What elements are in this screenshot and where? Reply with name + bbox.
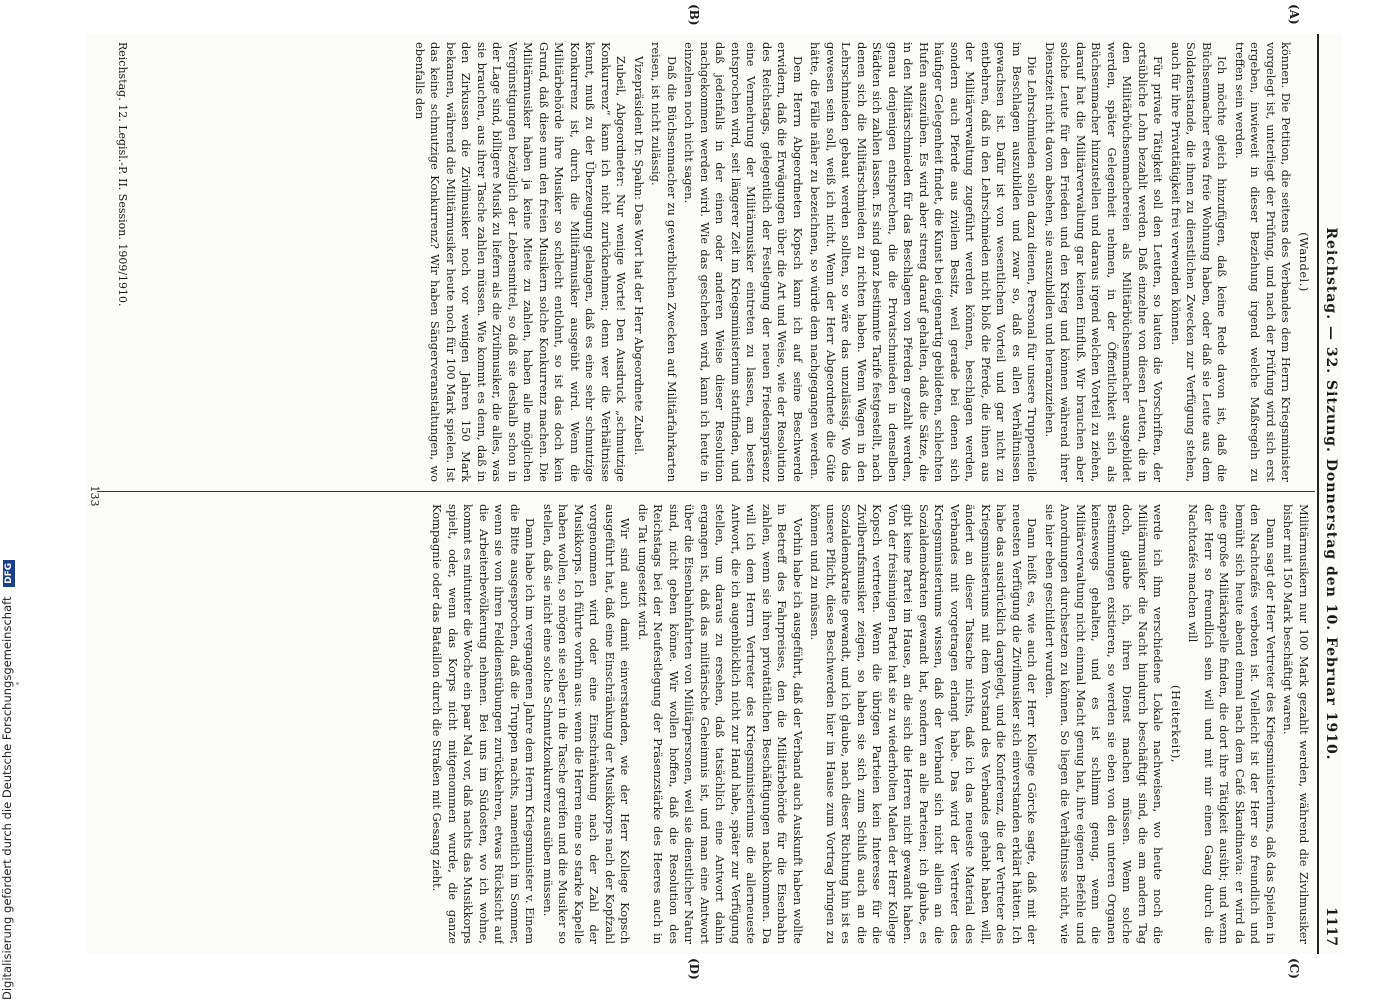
speaker-tag: (Wandel.) — [1297, 232, 1311, 292]
right-column — [106, 504, 1311, 944]
scan-dot — [16, 682, 19, 685]
margin-letter-a: (A) — [1287, 4, 1301, 25]
speech-paragraph: Zubeil, Abgeordneter: Nur wenige Worte! Den Ausdruck „schmutzige Konkurrenz“ kann ich nicht zurücknehmen; denn wer die Verhältnisse kennt, muß zu der Überzeugung gelangen, daß es eine sehr schmutzige Konkurrenz ist, durch die Militärmusiker ausgeübt wird. Wenn die Militärbehörde ihre Musiker so schlecht entlohnt, so ist das doch kein Grund, daß diese nun den freien Musikern solche Konkurrenz machen. Die Militärmusiker haben ja keine Miete zu zahlen, haben alle möglichen Vergünstigungen bezüglich der Lebensmittel, so daß sie deshalb schon in der Lage sind, billigere Musik zu liefern als die Zivilmusiker, die alles, was sie brauchen, aus ihrer Tasche zahlen müssen. Wie kommt es denn, daß in den Zirkussen die Zivilmusiker noch vor wenigen Jahren 150 Mark bekamen, während die Militärmusiker heute noch für 100 Mark spielen. Ist das keine schmutzige Konkurrenz? Wir haben Sängerveranstaltungen, wo ebenfalls den — [413, 42, 629, 482]
paragraph: Daß die Büchsenmacher zu gewerblichen Zwecken auf Militärfahrkarten reisen, ist nicht zulässig. — [649, 42, 679, 482]
vice-president-line: Vizepräsident Dr. Spahn: Das Wort hat der Herr Abgeordnete Zubeil. — [632, 56, 646, 456]
paragraph: Dem Herrn Abgeordneten Kopsch kann ich auf seine Beschwerde erwidern, daß die Erwägungen über die Art und Weise, wie der Resolution des Reichstags, gelegentlich der Festlegung der neuen Friedenspräsenz eine Vermehrung der Militärmusiker eintreten zu lassen, am besten entsprochen wird, seit längerer Zeit im Kriegsministerium stattfinden, und daß jedenfalls in der einen oder anderen Weise dieser Resolution nachgekommen werden wird. Wie das geschehen wird, kann ich heute in einzelnen noch nicht sagen. — [682, 42, 805, 482]
paragraph: Dann sagt der Herr Vertreter des Kriegsministeriums, daß das Spielen in den Nachtcafés verboten ist. Vielleicht ist der Herr so freundlich und bemüht sich heute abend einmal nach dem Café Skandinavia: er wird da eine große Militärkapelle finden, die dort ihre Tätigkeit ausübt; und wenn der Herr so freundlich sein will und mit mir einen Gang durch die Nachtcafés machen will — [1186, 504, 1278, 944]
margin-letter-d: (D) — [687, 958, 701, 980]
dfg-credit — [0, 0, 18, 1000]
margin-letter-b: (B) — [687, 4, 701, 26]
page-footer-number: 133 — [88, 485, 101, 507]
paragraph: Die Lehrschmieden sollen dazu dienen, Personal für unsere Truppenteile im Beschlagen auszubilden und zwar so, daß es allen Verhältnissen gewachsen ist. Dafür ist von wesentlichem Vorteil und gar nicht zu entbehren, daß in den Lehrschmieden nicht bloß die Pferde, die ihnen aus der Militärverwaltung zugeführt werden können, beschlagen werden, sondern auch Pferde aus zivilem Besitz, weil gerade bei denen sich häufiger Gelegenheit findet, die Kunst bei eigenartig gebildeten, schlechten Hufen auszuüben. Es wird aber streng darauf gehalten, daß die Sätze, die in den Militärschmieden für das Beschlagen von Pferden gezahlt werden, genau denjenigen entsprechen, die die Privatschmieden in denselben Städten sich zahlen lassen. Es sind ganz bestimmte Tarife festgestellt, nach denen sich die Militärschmieden zu richten haben. Wenn Wagen in den Lehrschmieden gebaut werden sollten, so wäre das unzulässig. Wo das gewesen sein soll, weiß ich nicht. Wenn der Herr Abgeordnete die Güte hätte, die Fälle näher zu bezeichnen, so würde dem nachgegangen werden. — [808, 42, 1040, 482]
column-divider — [97, 491, 1315, 492]
margin-letter-c: (C) — [1287, 958, 1301, 979]
paragraph: Dann heißt es, wie auch der Herr Kollege Görcke sagte, daß mit der neuesten Verfügung die Zivilmusiker sich einverstanden erklärt hätten. Ich habe das ausdrücklich dargelegt, und die Konferenz, die der Vertreter des Kriegsministeriums mit dem Vorstand des Verbandes gehabt haben will, ändert an dieser Tatsache nichts, daß ich das neueste Material des Verbandes mit vorgetragen erlangt habe. Das wird der Vertreter des Kriegsministeriums wissen, daß der Verband sich nicht allein an die Sozialdemokraten gewandt hat, sondern an alle Parteien; ich glaube, es gibt keine Partei im Hause, an die sich die Herren nicht gewandt haben. Von der freisinnigen Partei hat sie zu wiederholten Malen der Herr Kollege Kopsch vertreten. Wenn die übrigen Parteien kein Interesse für die Zivilberufsmusiker zeigen, so haben sie sich zum Schluß auch an die Sozialdemokratie gewandt, und ich glaube, nach dieser Richtung hin ist es unsere Pflicht, diese Beschwerden hier im Hause zum Vortrag bringen zu können und zu müssen. — [808, 504, 1040, 944]
paragraph: Für private Tätigkeit soll den Leuten, so lauten die Vorschriften, der ortsübliche Lohn bezahlt werden. Daß einzelne von diesen Leuten, die in den Militärbüchsenmachereien als Militärbüchsenmacher ausgebildet werden, später Gelegenheit nehmen, in der Öffentlichkeit sich als Büchsenmacher hinzustellen und daraus irgend welchen Vorteil zu ziehen, darauf hat die Militärverwaltung gar keinen Einfluß. Wir brauchen aber solche Leute für den Frieden und den Krieg und können während ihrer Dienstzeit nicht davon absehen, sie auszubilden und heranzuziehen. — [1043, 42, 1166, 482]
page-title: Reichstag. — 32. Sitzung. Donnerstag den 10. Februar 1910. — [1323, 227, 1339, 761]
paragraph: können. Die Petition, die seitens des Verbandes dem Herrn Kriegsminister vorgelegt ist, unterliegt der Prüfung, und nach der Prüfung wird sich erst ergeben, inwieweit in dieser Beziehung irgend welche Maßregeln zu treffen sein werden. — [1233, 42, 1294, 482]
paragraph: Vorhin habe ich ausgeführt, daß der Verband auch Auskunft haben wollte in Betreff des Fahrpreises, den die Militärbehörde für die Eisenbahn zahlen, wenn sie ihren privattätlichen Beschäftigungen nachkommen. Da will ich dem Herrn Vertreter des Kriegsministeriums die allerneueste Antwort, die ich augenblicklich nicht zur Hand habe, später zur Verfügung stellen, um daraus zu ersehen, daß tatsächlich eine Antwort dahin ergangen ist, daß das militärische Geheimnis ist, und man eine Antwort über die Eisenbahnfahrten von Militärpersonen, weil sie dienstlicher Natur sind, nicht geben könne. Wir wollen hoffen, daß die Resolution des Reichstags bei der Neufestlegung der Präsenzstärke des Heeres auch in die Tat umgesetzt wird. — [636, 504, 805, 944]
paragraph: Militärmusikern nur 100 Mark gezahlt werden, während die Zivilmusiker bisher mit 150 Mark beschäftigt waren. — [1281, 504, 1311, 944]
credit-text: Digitalisierung gefördert durch die Deutsche Forschungsgemeinschaft — [0, 596, 14, 1000]
scanned-page — [86, 4, 1341, 980]
paragraph: werde ich ihm verschiedene Lokale nachweisen, wo heute noch die Militärmusiker die Nacht hindurch beschäftigt sind, die am andern Tag doch, glaube ich, ihren Dienst machen müssen. Wenn solche Bestimmungen existieren, so werden sie eben von den unteren Organen keineswegs gehalten, und es ist schlimm genug, wenn die Militärverwaltung nicht einmal Macht genug hat, ihre eigenen Befehle und Anordnungen durchsetzen zu können. So liegen die Verhältnisse nicht, wie sie hier eben geschildert wurden. — [1043, 504, 1166, 944]
paragraph: Ich möchte gleich hinzufügen, daß keine Rede davon ist, daß die Büchsenmacher etwa freie Wohnung haben, oder daß sie Leute aus dem Soldatenstande, die ihnen zu dienstlichen Zwecken zur Verfügung stehen, auch für ihre Privattätigkeit frei verwenden können. — [1169, 42, 1230, 482]
dfg-logo: DFG — [3, 560, 15, 587]
left-column — [106, 42, 1311, 482]
header-rule — [1317, 34, 1319, 954]
page-number: 1117 — [1323, 907, 1339, 946]
interjection: (Heiterkeit), — [1169, 685, 1183, 763]
paragraph: Wir sind auch damit einverstanden, wie der Herr Kollege Kopsch ausgeführt hat, daß eine Einschränkung der Musikkorps nach der Kopfzahl vorgenommen wird oder eine Einschränkung nach der Zahl der Musikkorps. Ich führte vorhin aus: wenn die Herren eine so starke Kapelle haben wollen, so mögen sie selber in die Tasche greifen und die Musiker so stellen, daß sie nicht eine solche Schmutzkonkurrenz ausüben müssen. — [541, 504, 633, 944]
paragraph: Dann habe ich im vergangenen Jahre dem Herrn Kriegsminister v. Einem die Bitte ausgesprochen, daß die Truppen nachts, namentlich im Sommer, wenn sie von ihren Felddienstübungen zurückkehren, etwas Rücksicht auf die Arbeiterbevölkerung nehmen. Bei uns im Südosten, wo ich wohne, kommt es mitunter die Woche ein paar Mal vor, daß nachts das Musikkorps spielt, oder, wenn das Korps nicht mitgenommen wurde, die ganze Kompagnie oder das Bataillon durch die Straßen mit Gesang zieht. — [430, 504, 538, 944]
session-footer: Reichstag. 12. Legisl.-P. II. Session. 1909/1910. — [116, 42, 129, 307]
